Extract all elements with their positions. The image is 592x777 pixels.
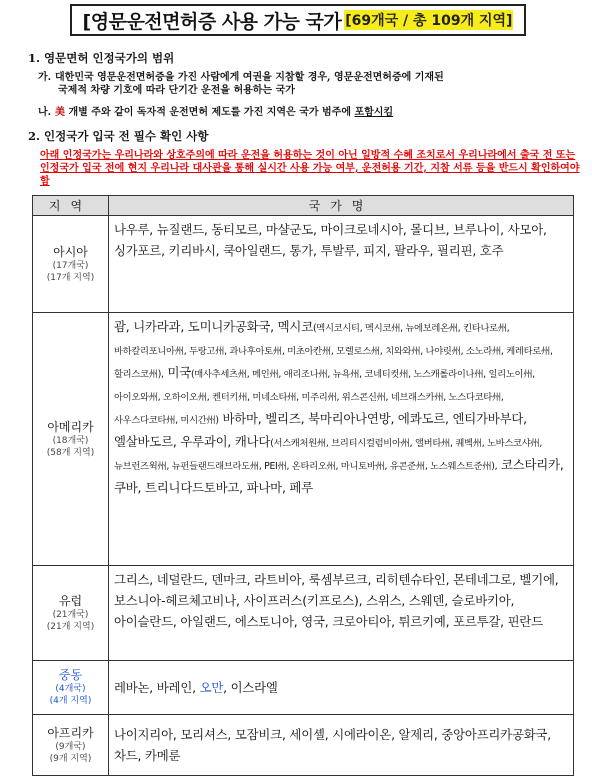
usa-states: (매사추세츠州, 메인州, 애리조나州, 뉴욕州, 코네티컷州, 노스캐롤라이나州, 일리노이州, 아이오와州, 오하이오州, 켄터키州, 미네소타州, 미주리州, 위스콘신州, 네브래스카州, 노스다코타州, 사우스다코타州, 미시간州) bbox=[114, 369, 535, 426]
country-list-text: 나우루, 뉴질랜드, 동티모르, 마샬군도, 마이크로네시아, 몰디브, 브루나이, 사모아, 싱가포르, 키리바시, 쿡아일랜드, 통가, 투발루, 피지, 팔라우, 필리핀, 호주 bbox=[114, 222, 547, 258]
section-2-heading: 2. 인정국가 입국 전 필수 확인 사항 bbox=[28, 129, 209, 143]
country-list-text: , 이스라엘 bbox=[223, 680, 278, 695]
region-areas: (4개 지역) bbox=[49, 696, 92, 706]
item-ga bbox=[38, 71, 578, 97]
country-list-asia bbox=[109, 216, 574, 313]
country-list-text: 그리스, 네덜란드, 덴마크, 라트비아, 룩셈부르크, 리히텐슈타인, 몬테네그로, 벨기에, 보스니아-헤르체고비나, 사이프러스(키프로스), 스위스, 스웨덴, 슬로바키아, 아이슬란드, 아일랜드, 에스토니아, 영국, 크로아티아, 튀르키예, 포르투갈, 핀란드 bbox=[114, 572, 559, 629]
section-1-heading: 1. 영문면허 인정국가의 범위 bbox=[28, 51, 175, 65]
warning-notice: 아래 인정국가는 우리나라와 상호주의에 따라 운전을 허용하는 것이 아닌 일방적 수혜 조치로서 우리나라에서 출국 전 또는 인정국가 입국 전에 현지 우리나라 대사관을 통해 실시간 사용 가능 여부, 운전허용 기간, 지참 서류 등을 반드시 확인하여야 함 bbox=[40, 150, 580, 187]
table-row bbox=[33, 566, 574, 661]
region-africa bbox=[33, 715, 109, 776]
region-count: (21개국) bbox=[52, 609, 89, 620]
region-areas: (17개 지역) bbox=[46, 272, 95, 283]
region-areas: (21개 지역) bbox=[46, 621, 95, 632]
country-list-text: 레바논, 바레인, bbox=[114, 680, 200, 695]
country-table bbox=[32, 195, 574, 776]
region-name: 아시아 bbox=[53, 244, 88, 259]
table-row bbox=[33, 715, 574, 776]
region-count: (9개국) bbox=[55, 741, 86, 752]
country-list-text: 괌, 니카라과, 도미니카공화국, 멕시코 bbox=[114, 319, 313, 334]
region-mideast bbox=[33, 661, 109, 715]
country-list-america bbox=[109, 313, 574, 566]
page-title bbox=[70, 4, 526, 36]
region-name: 중동 bbox=[58, 668, 83, 682]
item-ga-marker: 가. bbox=[38, 72, 52, 83]
mexico-states: (멕시코시티, 멕시코州, 뉴에보레온州, 킨타나로州, 바하칼리포니아州, 두랑고州, 과나후아토州, 미초아칸州, 모렐로스州, 치와와州, 나야릿州, 소노라州, 케레타로州, 할리스코州), bbox=[114, 323, 553, 380]
item-ga-line2: 국제적 차량 기호에 따라 단기간 운전을 허용하는 국가 bbox=[58, 85, 295, 96]
item-na-marker: 나. bbox=[38, 107, 52, 118]
title-main: [영문운전면허증 사용 가능 국가 bbox=[82, 10, 342, 33]
region-name: 유럽 bbox=[58, 593, 83, 608]
region-name: 아메리카 bbox=[47, 419, 94, 434]
header-country: 국가명 bbox=[109, 196, 574, 216]
table-header-row bbox=[33, 196, 574, 216]
country-list-africa bbox=[109, 715, 574, 776]
title-highlight: [69개국 / 총 109개 지역] bbox=[344, 10, 513, 30]
region-areas: (9개 지역) bbox=[49, 753, 92, 764]
region-count: (18개국) bbox=[52, 435, 89, 446]
region-america bbox=[33, 313, 109, 566]
country-list-text: 코스타리카, 쿠바, 트리니다드토바고, 파나마, 페루 bbox=[114, 457, 564, 495]
country-oman: 오만 bbox=[199, 680, 224, 695]
item-na-text: 개별 주와 같이 독자적 운전면허 제도를 가진 지역은 국가 범주에 bbox=[68, 107, 351, 118]
region-name: 아프리카 bbox=[47, 725, 94, 740]
region-count: (4개국) bbox=[55, 684, 86, 694]
region-asia bbox=[33, 216, 109, 313]
table-row bbox=[33, 313, 574, 566]
header-region: 지역 bbox=[33, 196, 109, 216]
table-row bbox=[33, 661, 574, 715]
region-europe bbox=[33, 566, 109, 661]
country-list-text: 바하마, 벨리즈, 북마리아나연방, 에콰도르, 엔티가바부다, 엘살바도르, 우루과이, 캐나다 bbox=[114, 411, 527, 449]
region-count: (17개국) bbox=[52, 260, 89, 271]
table-row bbox=[33, 216, 574, 313]
region-areas: (58개 지역) bbox=[46, 447, 95, 458]
country-list-mideast bbox=[109, 661, 574, 715]
item-na-underlined: 포함시킴 bbox=[354, 107, 394, 118]
item-ga-line1: 대한민국 영문운전면허증을 가진 사람에게 여권을 지참할 경우, 영문운전면허증에 기재된 bbox=[55, 72, 444, 83]
item-na bbox=[38, 106, 578, 119]
country-list-text: 미국 bbox=[163, 365, 191, 380]
country-list-text: 나이지리아, 모리셔스, 모잠비크, 세이셸, 시에라이온, 알제리, 중앙아프리카공화국, 차드, 카메룬 bbox=[114, 727, 551, 763]
canada-provinces: (서스캐처원州, 브리티시컬럼비아州, 앨버타州, 퀘벡州, 노바스코샤州, 뉴브런즈윅州, 뉴펀들랜드래브라도州, PEI州, 온타리오州, 마니토바州, 유콘준州, 노스웨스트준州), bbox=[114, 438, 543, 472]
country-list-europe bbox=[109, 566, 574, 661]
us-symbol: 美 bbox=[55, 107, 65, 118]
